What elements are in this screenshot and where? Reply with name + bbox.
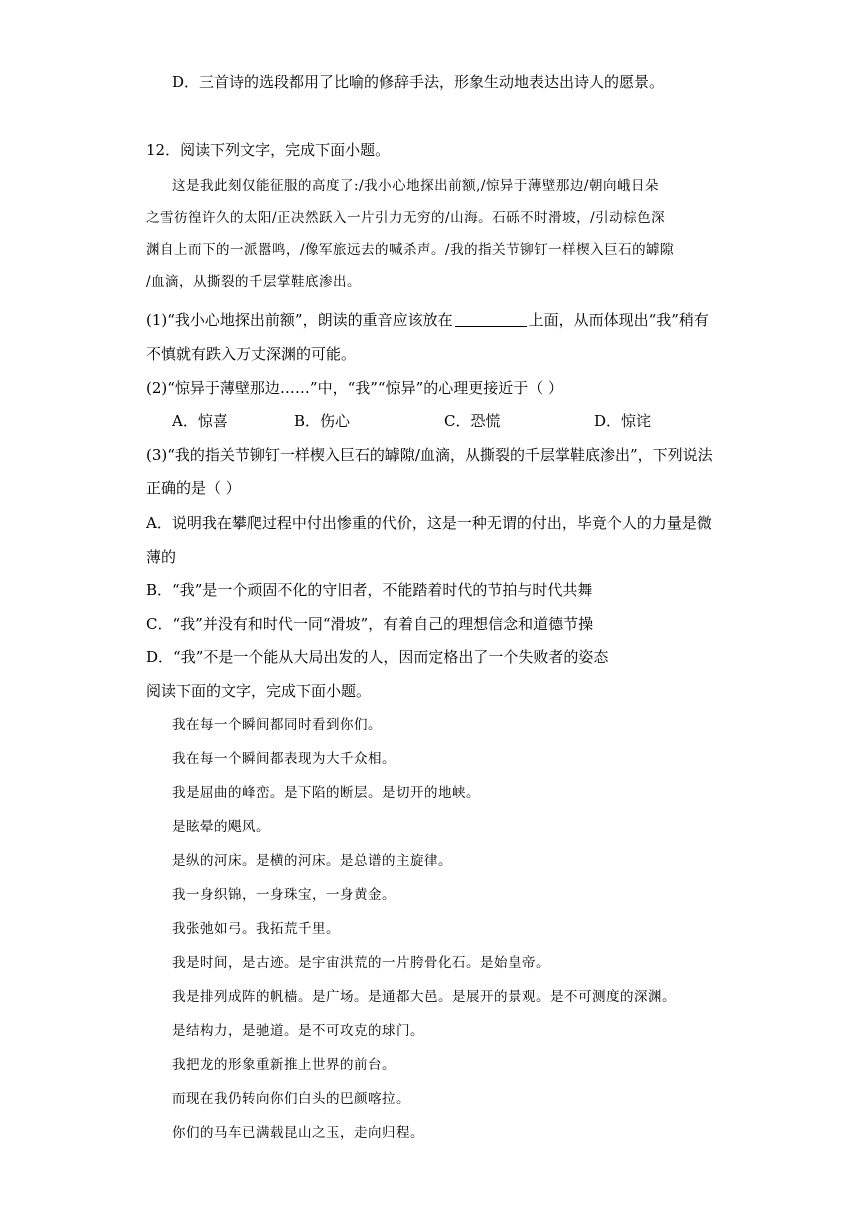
poem-line: 我把龙的形象重新推上世界的前台。 [172, 1057, 396, 1073]
sub3-line-2: 正确的是（ ） [146, 479, 241, 497]
sub1-text-b: 上面，从而体现出“我”稍有 [528, 311, 709, 329]
poem-line: 我是排列成阵的帆樯。是广场。是通都大邑。是展开的景观。是不可测度的深渊。 [172, 989, 676, 1005]
poem-line: 我是时间，是古迹。是宇宙洪荒的一片胯骨化石。是始皇帝。 [172, 955, 550, 971]
option-b[interactable]: B．伤心 [294, 412, 351, 430]
passage-line: 这是我此刻仅能征服的高度了:/我小心地探出前额,/惊异于薄壁那边/朝向峨日朵 [172, 178, 659, 194]
poem-line: 我在每一个瞬间都表现为大千众相。 [172, 751, 396, 767]
sub3-option-a-cont: 薄的 [146, 548, 177, 566]
passage-line: 渊自上而下的一派嚣鸣，/像军旅远去的喊杀声。/我的指关节铆钉一样楔入巨石的罅隙 [146, 242, 675, 258]
sub3-option-c[interactable]: C．“我”并没有和时代一同“滑坡”，有着自己的理想信念和道德节操 [146, 615, 594, 633]
passage-line: /血滴，从撕裂的千层掌鞋底渗出。 [146, 274, 362, 290]
sub-question-1 [146, 310, 709, 330]
q13-stem: 阅读下面的文字，完成下面小题。 [146, 682, 372, 700]
poem-line: 而现在我仍转向你们白头的巴颜喀拉。 [172, 1091, 410, 1107]
poem-line: 你们的马车已满载昆山之玉，走向归程。 [172, 1125, 424, 1141]
poem-line: 我一身织锦，一身珠宝，一身黄金。 [172, 887, 396, 903]
sub3-option-a[interactable]: A．说明我在攀爬过程中付出惨重的代价，这是一种无谓的付出，毕竟个人的力量是微 [146, 514, 712, 532]
sub-question-2: (2)“惊异于薄壁那边……”中，“我”“惊异”的心理更接近于（ ） [146, 379, 564, 397]
sub1-line-2: 不慎就有跌入万丈深渊的可能。 [146, 345, 357, 363]
sub3-option-d[interactable]: D．“我”不是一个能从大局出发的人，因而定格出了一个失败者的姿态 [146, 648, 609, 666]
sub1-text-a: (1)“我小心地探出前额”，朗读的重音应该放在 [146, 311, 453, 329]
poem-line: 我张弛如弓。我拓荒千里。 [172, 921, 340, 937]
passage-line: 之雪彷徨许久的太阳/正决然跃入一片引力无穷的/山海。石砾不时滑坡，/引动棕色深 [146, 210, 666, 226]
poem-line: 我是屈曲的峰峦。是下陷的断层。是切开的地峡。 [172, 785, 480, 801]
sub-question-3: (3)“我的指关节铆钉一样楔入巨石的罅隙/血滴，从撕裂的千层掌鞋底渗出”，下列说法 [146, 446, 713, 464]
q11-option-d: D．三首诗的选段都用了比喻的修辞手法，形象生动地表达出诗人的愿景。 [172, 73, 665, 91]
answer-blank[interactable] [455, 311, 527, 327]
option-d[interactable]: D．惊诧 [594, 412, 652, 430]
sub3-option-b[interactable]: B．“我”是一个顽固不化的守旧者，不能踏着时代的节拍与时代共舞 [146, 581, 593, 599]
option-c[interactable]: C．恐慌 [444, 412, 501, 430]
q12-stem: 12．阅读下列文字，完成下面小题。 [146, 141, 391, 159]
option-a[interactable]: A．惊喜 [172, 412, 228, 430]
poem-line: 是纵的河床。是横的河床。是总谱的主旋律。 [172, 853, 452, 869]
poem-line: 我在每一个瞬间都同时看到你们。 [172, 717, 382, 733]
poem-line: 是结构力，是驰道。是不可攻克的球门。 [172, 1023, 424, 1039]
poem-line: 是眩晕的飓风。 [172, 819, 270, 835]
